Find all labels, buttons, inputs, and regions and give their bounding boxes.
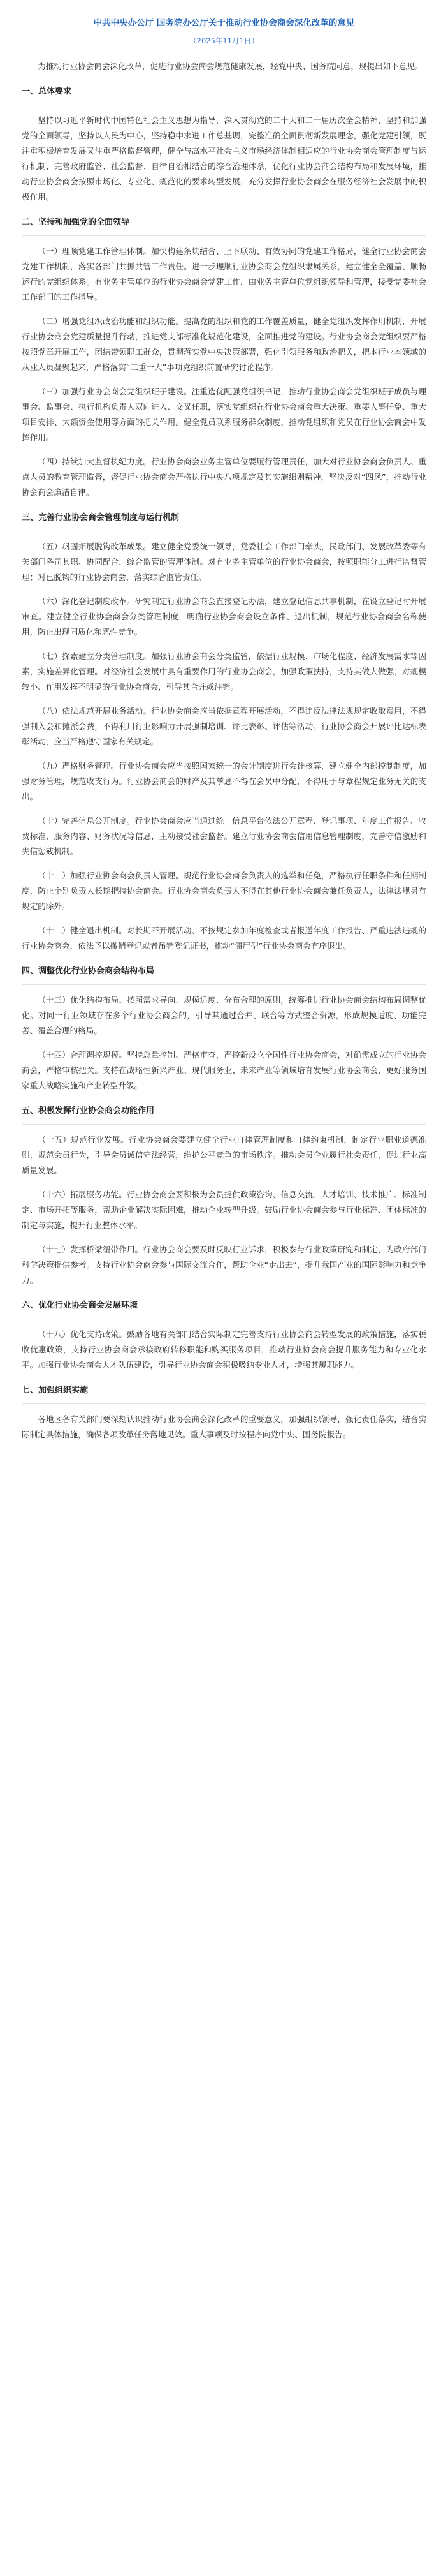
paragraph: 各地区各有关部门要深刻认识推动行业协会商会深化改革的重要意义，加强组织领导，强化责任落实，结合实际制定具体措施，确保各项改革任务落地见效。重大事项及时按程序向党中央、国务院报告。	[22, 1414, 426, 1439]
section-divider	[22, 235, 426, 236]
section	[22, 216, 426, 500]
paragraph: （九）严格财务管理。行业协会商会应当按照国家统一的会计制度进行会计核算，建立健全内部控制制度，加强财务管理，规范收支行为。行业协会商会的财产及其孳息不得在会员中分配，不得用于与章程规定业务无关的支出。	[22, 761, 426, 801]
paragraph: （十八）优化支持政策。鼓励各地有关部门结合实际制定完善支持行业协会商会转型发展的政策措施，落实税收优惠政策，支持行业协会商会承接政府转移职能和购买服务项目，推动行业协会商会提升服务能力和专业化水平。加强行业协会商会人才队伍建设，引导行业协会商会积极吸纳专业人才，增强其履职能力。	[22, 1329, 426, 1370]
paragraph: （六）深化登记制度改革。研究制定行业协会商会直接登记办法，建立登记信息共享机制，在设立登记时开展审查。建立健全行业协会商会分类管理制度，明确行业协会商会设立条件、退出机制，规范行业协会商会名称使用，防止出现同质化和恶性竞争。	[22, 596, 426, 637]
section	[22, 85, 426, 205]
paragraph: （二）增强党组织政治功能和组织功能。提高党的组织和党的工作覆盖质量，健全党组织发挥作用机制，开展行业协会商会党建质量提升行动，推进党支部标准化规范化建设，全面推进党的建设。行业协会商会党组织要严格按照党章开展工作，团结带领职工群众，贯彻落实党中央决策部署，强化引领服务和政治把关，把本行业本领域的从业人员凝聚起来，严格落实“三重一大”事项党组织前置研究讨论程序。	[22, 316, 426, 372]
paragraph: （十七）发挥桥梁纽带作用。行业协会商会要及时反映行业诉求，积极参与行业政策研究和制定，为政府部门科学决策提供参考。支持行业协会商会参与国际交流合作，帮助企业“走出去”，提升我国产业的国际影响力和竞争力。	[22, 1245, 426, 1285]
section-title: 六、优化行业协会商会发展环境	[22, 1301, 138, 1310]
section-title: 二、坚持和加强党的全面领导	[22, 218, 130, 227]
paragraph: （十四）合理调控规模。坚持总量控制、严格审查，严控新设立全国性行业协会商会，对确需成立的行业协会商会，严格审核把关。支持在战略性新兴产业、现代服务业、未来产业等领域培育发展行业协会商会，更好服务国家重大战略实施和产业转型升级。	[22, 1050, 426, 1090]
paragraph: （十五）规范行业发展。行业协会商会要建立健全行业自律管理制度和自律约束机制，制定行业职业道德准则，规范会员行为，引导会员诚信守法经营，维护公平竞争的市场秩序。推动会员企业履行社会责任，促进行业高质量发展。	[22, 1135, 426, 1175]
section-divider	[22, 984, 426, 985]
paragraph: （三）加强行业协会商会党组织班子建设。注重选优配强党组织书记，推动行业协会商会党组织班子成员与理事会、监事会、执行机构负责人双向进入、交叉任职，落实党组织在行业协会商会重大决策、重要人事任免、重大项目安排、大额资金使用等方面的把关作用。健全党员联系服务群众制度，推动党组织和党员在行业协会商会中发挥作用。	[22, 387, 426, 442]
section-title: 七、加强组织实施	[22, 1386, 89, 1395]
section-title: 四、调整优化行业协会商会结构布局	[22, 966, 155, 976]
paragraph: 坚持以习近平新时代中国特色社会主义思想为指导，深入贯彻党的二十大和二十届历次全会精神，坚持和加强党的全面领导，坚持以人民为中心，坚持稳中求进工作总基调，完整准确全面贯彻新发展理念，强化党建引领，既注重积极培育发展又注重严格监督管理，健全与高水平社会主义市场经济体制相适应的行业协会商会管理制度与运行机制，完善政府监管、社会监督、自律自治相结合的综合治理体系，优化行业协会商会结构布局和发展环境，推动行业协会商会按照市场化、专业化、规范化的要求转型发展，充分发挥行业协会商会在服务经济社会发展中的积极作用。	[22, 115, 426, 202]
paragraph: （五）巩固拓展脱钩改革成果。建立健全党委统一领导，党委社会工作部门牵头，民政部门、发展改革委等有关部门各司其职、协同配合，综合监管的管理体制。对有业务主管单位的行业协会商会，按照职能分工进行监督管理；对已脱钩的行业协会商会，落实综合监管责任。	[22, 542, 426, 582]
document-intro: 为推动行业协会商会深化改革，促进行业协会商会规范健康发展，经党中央、国务院同意，现提出如下意见。	[38, 61, 423, 71]
paragraph: （十一）加强行业协会商会负责人管理。规范行业协会商会负责人的选举和任免，严格执行任职条件和任期制度，防止个别负责人长期把持协会商会。行业协会商会负责人不得在其他行业协会商会兼任负责人，法律法规另有规定的除外。	[22, 871, 426, 911]
section	[22, 1299, 426, 1373]
section-title: 五、积极发挥行业协会商会功能作用	[22, 1106, 155, 1116]
section-divider	[22, 1124, 426, 1125]
section	[22, 512, 426, 954]
section-title: 三、完善行业协会商会管理制度与运行机制	[22, 513, 180, 522]
paragraph: （一）理顺党建工作管理体制。加快构建条块结合、上下联动、有效协同的党建工作格局，健全行业协会商会党建工作机制，落实各部门共抓共管工作责任。进一步理顺行业协会商会党组织隶属关系，建立健全全覆盖、顺畅运行的党组织体系。有业务主管单位的行业协会商会党建工作，由业务主管单位党组织领导和管理，接受党委社会工作部门的工作指导。	[22, 246, 426, 302]
paragraph: （十二）健全退出机制。对长期不开展活动、不按规定参加年度检查或者报送年度工作报告、严重违法违规的行业协会商会，依法予以撤销登记或者吊销登记证书，推动“僵尸型”行业协会商会有序退出。	[22, 926, 426, 951]
section	[22, 1105, 426, 1288]
paragraph: （十）完善信息公开制度。行业协会商会应当通过统一信息平台依法公开章程、登记事项、年度工作报告、收费标准、服务内容、财务状况等信息，主动接受社会监督。建立行业协会商会信用信息管理制度，完善守信激励和失信惩戒机制。	[22, 816, 426, 856]
section	[22, 965, 426, 1093]
paragraph: （十六）拓展服务功能。行业协会商会要积极为会员提供政策咨询、信息交流、人才培训、技术推广、标准制定、市场开拓等服务，帮助企业解决实际困难，推动企业转型升级。鼓励行业协会商会参与行业标准、团体标准的制定与实施，提升行业整体水平。	[22, 1190, 426, 1230]
paragraph: （四）持续加大监督执纪力度。行业协会商会业务主管单位要履行管理责任，加大对行业协会商会负责人、重点人员的教育管理监督，督促行业协会商会严格执行中央八项规定及其实施细则精神，坚决反对“四风”，推动行业协会商会廉洁自律。	[22, 457, 426, 497]
section-title: 一、总体要求	[22, 87, 72, 96]
section-divider	[22, 1403, 426, 1404]
document-body	[22, 85, 426, 1442]
document-title: 中共中央办公厅 国务院办公厅关于推动行业协会商会深化改革的意见	[93, 18, 355, 28]
paragraph: （十三）优化结构布局。按照需求导向、规模适度、分布合理的原则，统筹推进行业协会商会结构布局调整优化。对同一行业领域存在多个行业协会商会的，引导其通过合并、联合等方式整合资源，形成规模适度、功能完善、覆盖合理的格局。	[22, 995, 426, 1035]
paragraph: （八）依法规范开展业务活动。行业协会商会应当依据章程开展活动，不得违反法律法规规定收取费用，不得强制入会和摊派会费，不得利用行业影响力开展强制培训、评比表彰、评估等活动。行业协会商会开展评比达标表彰活动，应当严格遵守国家有关规定。	[22, 706, 426, 746]
document-date: （2025年11月1日）	[189, 36, 259, 45]
section	[22, 1384, 426, 1442]
paragraph: （七）探索建立分类管理制度。加强行业协会商会分类监管，依据行业规模、市场化程度、经济发展需求等因素，实施差异化管理。对经济社会发展中具有重要作用的行业协会商会，加强政策扶持，支持其做大做强；对规模较小、作用发挥不明显的行业协会商会，引导其合并或注销。	[22, 651, 426, 692]
